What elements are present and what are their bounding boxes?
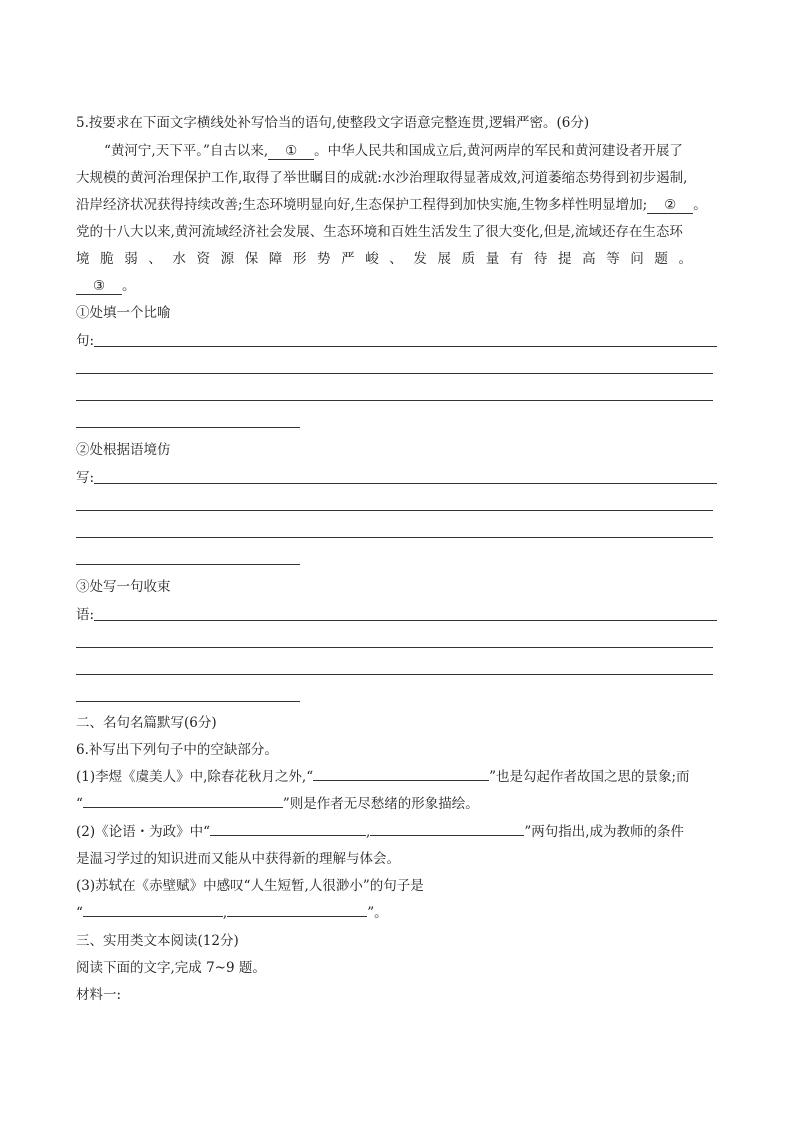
material-label: 材料一: [76, 987, 122, 1003]
q5-paragraph-line-1: “黄河宁,天下平。”自古以来, ① 。中华人民共和国成立后,黄河两岸的军民和黄河建设者开展了 [104, 143, 683, 159]
fill-blank[interactable] [83, 807, 283, 808]
answer-line[interactable] [76, 537, 713, 538]
fill-blank[interactable] [83, 916, 223, 917]
answer-line[interactable] [76, 564, 300, 565]
q5-paragraph-line-5: 境脆弱、水资源保障形势严峻、发展质量有待提高等问题。 [76, 251, 703, 267]
section2-heading: 二、名句名篇默写(6分) [76, 715, 217, 731]
sub2-title: ②处根据语境仿 [76, 442, 171, 458]
sub1-label: 句: [76, 333, 95, 349]
sub3-title: ③处写一句收束 [76, 579, 171, 595]
answer-line[interactable] [94, 346, 717, 347]
section3-heading: 三、实用类文本阅读(12分) [76, 933, 239, 949]
sub1-title: ①处填一个比喻 [76, 305, 171, 321]
fill-blank[interactable] [370, 835, 524, 836]
q5-paragraph-line-2: 大规模的黄河治理保护工作,取得了举世瞩目的成就:水沙治理取得显著成效,河道萎缩态势得到初步遏制, [76, 170, 688, 186]
sub3-label: 语: [76, 607, 95, 623]
q6-item-1: (1)李煜《虞美人》中,除春花秋月之外,“ ”也是勾起作者故国之思的景象;而 [76, 769, 690, 785]
blank-1[interactable]: ① [268, 143, 314, 160]
section3-instruction: 阅读下面的文字,完成 7~9 题。 [76, 960, 266, 976]
sub2-label: 写: [76, 470, 95, 486]
answer-line[interactable] [94, 483, 717, 484]
q6-item-2-cont: 是温习学过的知识进而又能从中获得新的理解与体会。 [76, 851, 400, 867]
answer-line[interactable] [76, 701, 300, 702]
q6-item-1-cont: “ ”则是作者无尽愁绪的形象描绘。 [76, 796, 479, 812]
blank-3[interactable]: ③ [76, 278, 122, 295]
q5-paragraph-line-3: 沿岸经济状况获得持续改善;生态环境明显向好,生态保护工程得到加快实施,生物多样性明显增加; ② 。 [76, 197, 707, 213]
answer-line[interactable] [76, 510, 713, 511]
answer-line[interactable] [76, 674, 713, 675]
fill-blank[interactable] [313, 780, 489, 781]
answer-line[interactable] [76, 427, 300, 428]
q6-item-3-cont: “ , ”。 [76, 905, 388, 921]
answer-line[interactable] [94, 620, 717, 621]
blank-2[interactable]: ② [647, 197, 693, 214]
answer-line[interactable] [76, 373, 713, 374]
q6-item-2: (2)《论语・为政》中“ , ”两句指出,成为教师的条件 [76, 824, 685, 840]
fill-blank[interactable] [210, 835, 366, 836]
q5-paragraph-line-4: 党的十八大以来,黄河流域经济社会发展、生态环境和百姓生活发生了很大变化,但是,流域还存在生态环 [76, 224, 683, 240]
q6-item-3: (3)苏轼在《赤壁赋》中感叹“人生短暂,人很渺小”的句子是 [76, 878, 424, 894]
q5-prompt: 5.按要求在下面文字横线处补写恰当的语句,使整段文字语意完整连贯,逻辑严密。(6分) [76, 115, 590, 131]
q5-paragraph-line-6: ③ 。 [76, 276, 136, 296]
answer-line[interactable] [76, 647, 713, 648]
fill-blank[interactable] [227, 916, 367, 917]
q6-prompt: 6.补写出下列句子中的空缺部分。 [76, 742, 278, 758]
answer-line[interactable] [76, 400, 713, 401]
